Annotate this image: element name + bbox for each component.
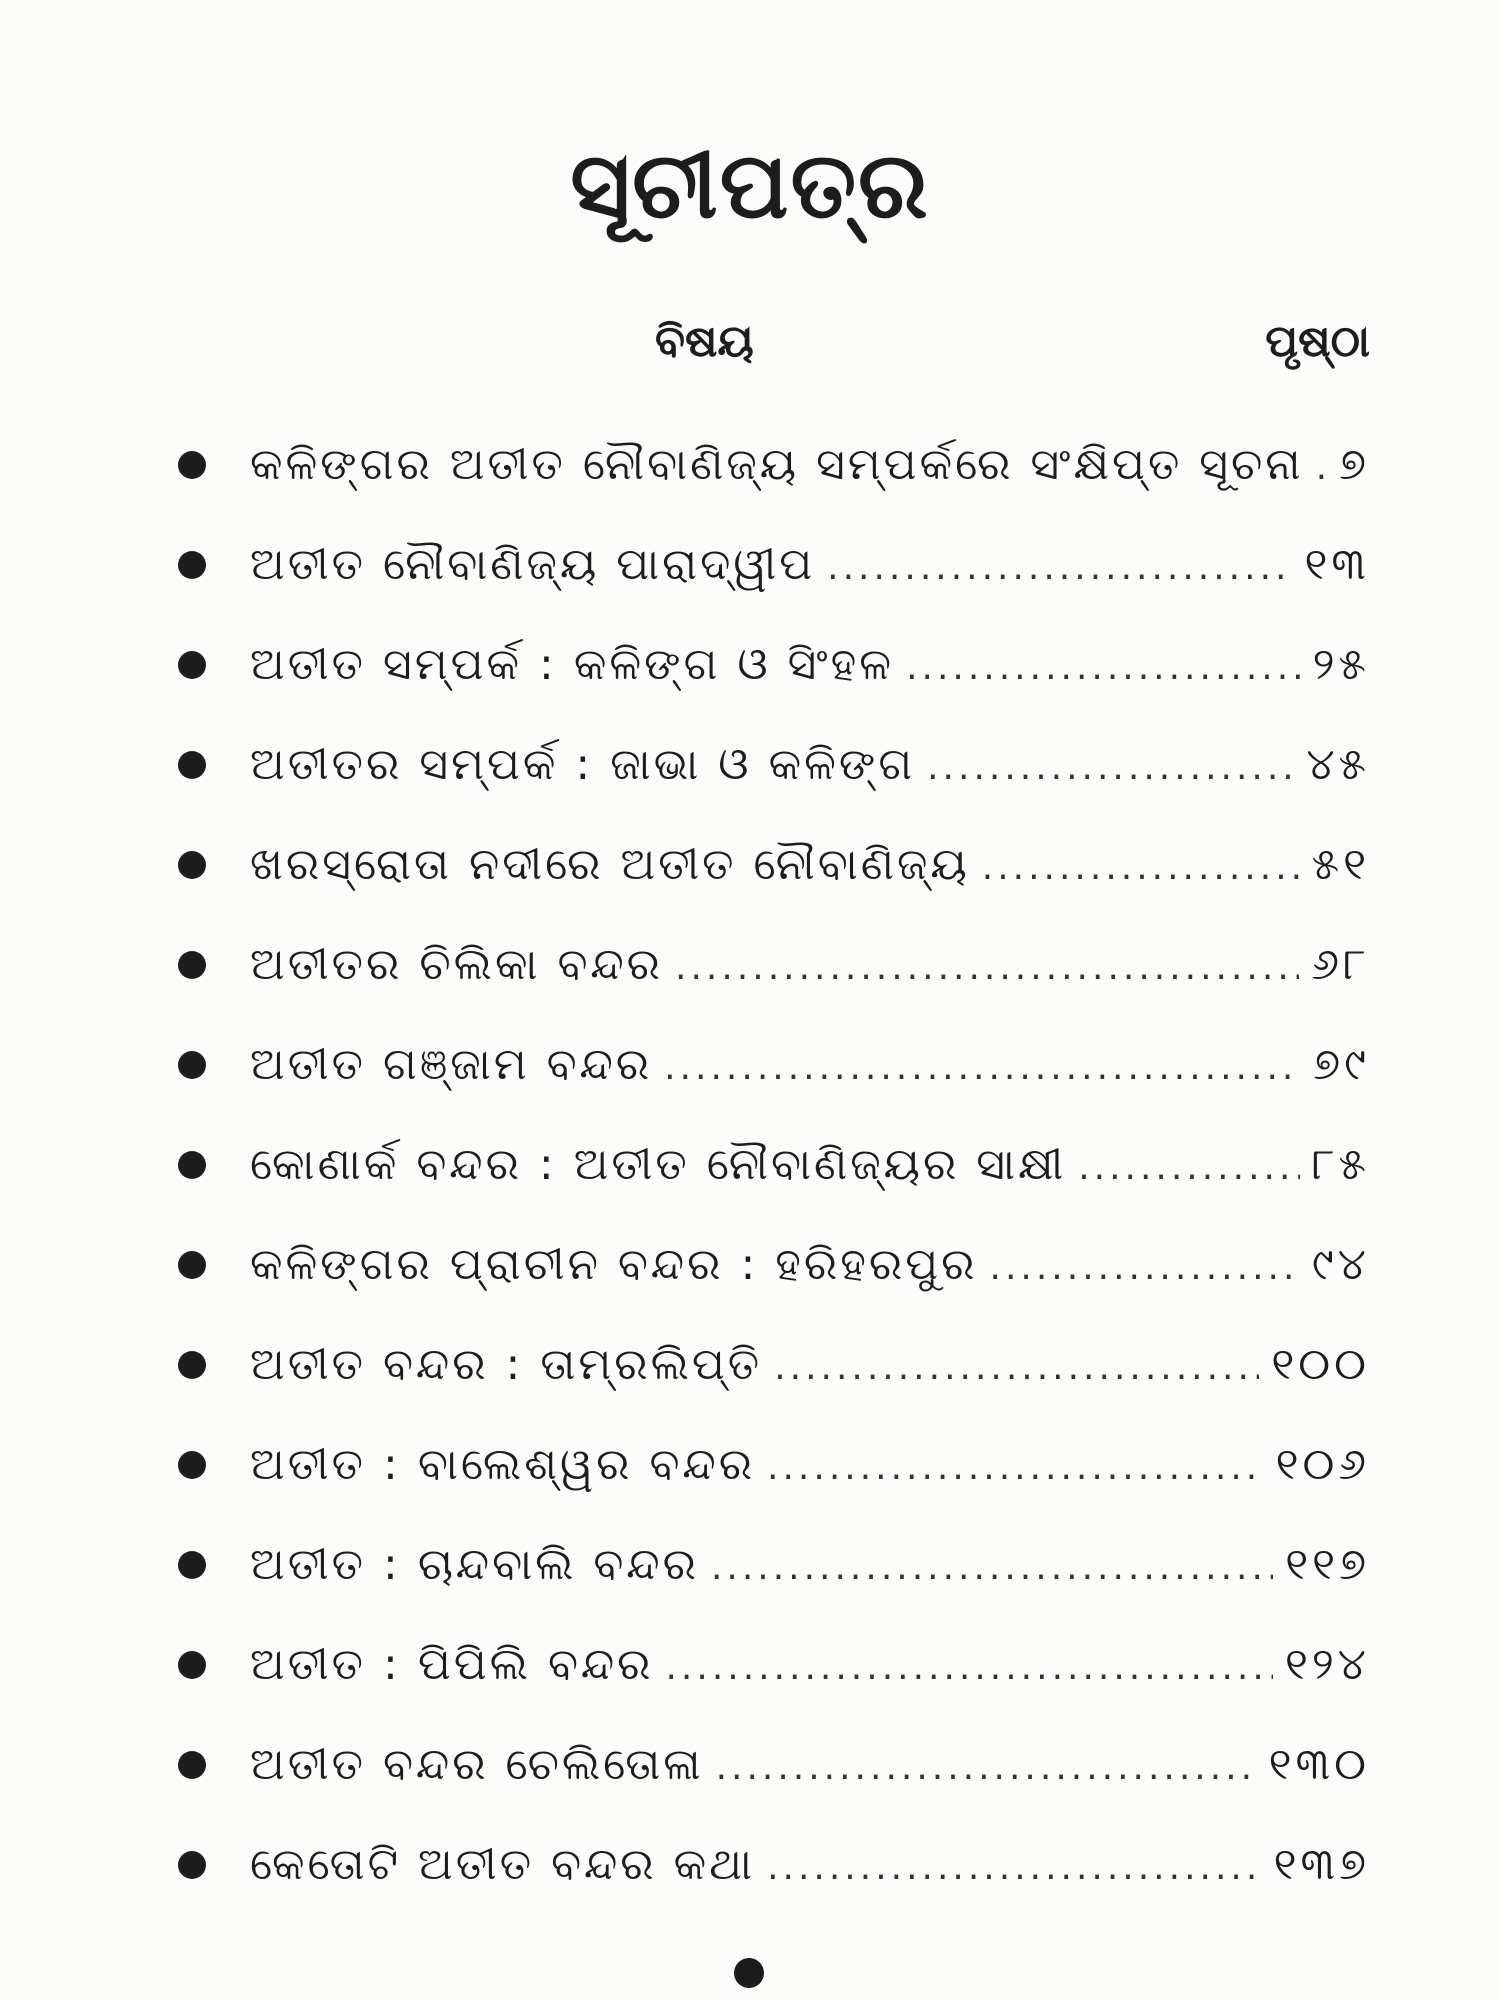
bullet-icon: [178, 551, 206, 579]
entry-page-number: ୬୮: [1311, 939, 1370, 990]
dot-leader: [767, 1836, 1261, 1900]
bullet-icon: [178, 751, 206, 779]
entry-page-number: ୪୫: [1306, 739, 1370, 790]
toc-entry: [0, 415, 1500, 515]
entry-page-number: ୧୩୦: [1268, 1739, 1370, 1790]
toc-entry: [0, 615, 1500, 715]
bullet-icon: [178, 951, 206, 979]
dot-leader: [664, 1036, 1301, 1100]
dot-leader: [711, 1536, 1273, 1600]
bullet-icon: [178, 1051, 206, 1079]
entry-title: କେତୋଟି ଅତୀତ ବନ୍ଦର କଥା: [250, 1839, 756, 1890]
entry-page-number: ୭୯: [1313, 1039, 1370, 1090]
entry-title: କୋଣାର୍କ ବନ୍ଦର : ଅତୀତ ନୌବାଣିଜ୍ୟର ସାକ୍ଷୀ: [250, 1139, 1067, 1190]
entry-title: କଳିଙ୍ଗର ଅତୀତ ନୌବାଣିଜ୍ୟ ସମ୍ପର୍କରେ ସଂକ୍ଷିପ୍ତ ସୂଚନା: [250, 439, 1304, 490]
dot-leader: [906, 636, 1301, 700]
dot-leader: [1078, 1136, 1299, 1200]
entry-title: ଅତୀତ ଗଞ୍ଜାମ ବନ୍ଦର: [250, 1039, 653, 1090]
entry-page-number: ୨୫: [1312, 639, 1370, 690]
bullet-icon: [178, 1251, 206, 1279]
entry-page-number: ୧୩: [1304, 539, 1370, 590]
toc-entry: [0, 1715, 1500, 1815]
entry-page-number: ୧୦୬: [1275, 1439, 1370, 1490]
dot-leader: [827, 536, 1292, 600]
dot-leader: [675, 936, 1299, 1000]
bullet-icon: [178, 451, 206, 479]
entry-page-number: ୧୩୭: [1273, 1839, 1370, 1890]
dot-leader: [716, 1736, 1257, 1800]
toc-list: [0, 415, 1500, 1915]
dot-leader: [774, 1336, 1259, 1400]
bullet-icon: [178, 1151, 206, 1179]
toc-entry: [0, 1815, 1500, 1915]
entry-page-number: ୯୪: [1311, 1239, 1370, 1290]
dot-leader: [927, 736, 1294, 800]
bullet-icon: [178, 651, 206, 679]
subject-column-header: ବିଷୟ: [655, 316, 754, 367]
bullet-icon: [178, 1851, 206, 1879]
bullet-icon: [178, 851, 206, 879]
entry-title: ଅତୀତ ସମ୍ପର୍କ : କଳିଙ୍ଗ ଓ ସିଂହଳ: [250, 639, 895, 690]
toc-entry: [0, 1315, 1500, 1415]
toc-entry: [0, 1015, 1500, 1115]
footer-dot-icon: [734, 1958, 764, 1988]
entry-title: କଳିଙ୍ଗର ପ୍ରାଚୀନ ବନ୍ଦର : ହରିହରପୁର: [250, 1239, 978, 1290]
toc-entry: [0, 815, 1500, 915]
entry-page-number: ୮୫: [1311, 1139, 1370, 1190]
entry-title: ଖରସ୍ରୋତା ନଦୀରେ ଅତୀତ ନୌବାଣିଜ୍ୟ: [250, 839, 970, 890]
entry-title: ଅତୀତ : ପିପିଲି ବନ୍ଦର: [250, 1639, 654, 1690]
page-title: ସୂଚୀପତ୍ର: [570, 132, 930, 239]
bullet-icon: [178, 1751, 206, 1779]
toc-entry: [0, 1215, 1500, 1315]
entry-title: ଅତୀତ ନୌବାଣିଜ୍ୟ ପାରାଦ୍ୱୀପ: [250, 539, 816, 590]
dot-leader: [982, 836, 1300, 900]
entry-page-number: ୧୧୭: [1285, 1539, 1370, 1590]
toc-entry: [0, 1115, 1500, 1215]
bullet-icon: [178, 1651, 206, 1679]
dot-leader: [990, 1236, 1300, 1300]
dot-leader: [1316, 436, 1327, 500]
entry-page-number: ୫୧: [1311, 839, 1370, 890]
entry-title: ଅତୀତ ବନ୍ଦର : ତାମ୍ରଲିପ୍ତି: [250, 1339, 763, 1390]
toc-entry: [0, 515, 1500, 615]
entry-title: ଅତୀତର ଚିଲିକା ବନ୍ଦର: [250, 939, 664, 990]
dot-leader: [665, 1636, 1272, 1700]
toc-entry: [0, 1515, 1500, 1615]
dot-leader: [767, 1436, 1264, 1500]
bullet-icon: [178, 1551, 206, 1579]
entry-page-number: ୧୦୦: [1271, 1339, 1370, 1390]
toc-entry: [0, 715, 1500, 815]
entry-page-number: ୭: [1339, 439, 1370, 490]
toc-entry: [0, 915, 1500, 1015]
bullet-icon: [178, 1351, 206, 1379]
entry-title: ଅତୀତ ବନ୍ଦର ଚେଲିତୋଳା: [250, 1739, 704, 1790]
toc-entry: [0, 1415, 1500, 1515]
toc-entry: [0, 1615, 1500, 1715]
entry-title: ଅତୀତ : ବାଲେଶ୍ୱର ବନ୍ଦର: [250, 1439, 756, 1490]
entry-title: ଅତୀତ : ଚାନ୍ଦବାଲି ବନ୍ଦର: [250, 1539, 699, 1590]
entry-page-number: ୧୨୪: [1284, 1639, 1370, 1690]
page-column-header: ପୃଷ୍ଠା: [1265, 316, 1370, 367]
bullet-icon: [178, 1451, 206, 1479]
entry-title: ଅତୀତର ସମ୍ପର୍କ : ଜାଭା ଓ କଳିଙ୍ଗ: [250, 739, 916, 790]
